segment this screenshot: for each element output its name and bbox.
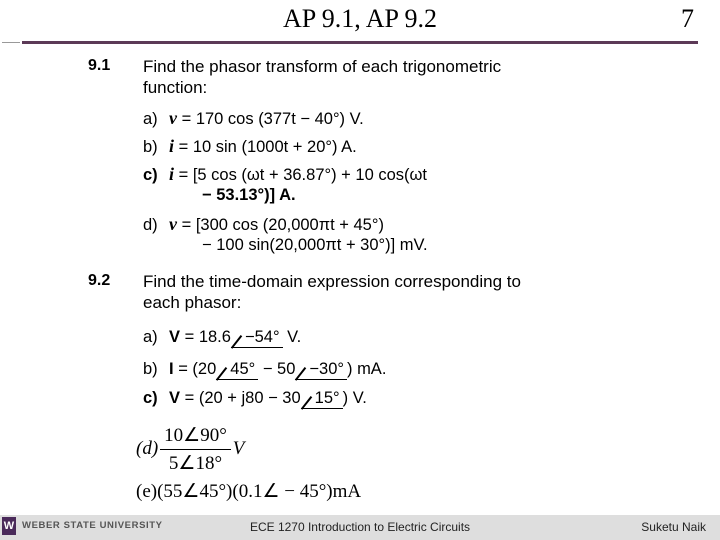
university-name: WEBER STATE UNIVERSITY [22,520,163,531]
problem-9-1-item-c [143,164,427,185]
item-variable: V [169,328,181,346]
angle-symbol [301,389,343,409]
item-expression: = 170 cos (377t − 40°) V. [181,110,364,128]
title-divider-left [2,42,20,43]
item-label: (d) [136,437,159,459]
angle-symbol [216,360,258,380]
item-unit: V [232,437,245,459]
item-variable: i [169,164,175,184]
item-label: a) [143,110,158,128]
problem-9-1-item-b [143,136,357,157]
item-term-1: = (20 [178,360,217,378]
item-term-2: − 50 [262,360,296,378]
item-angle: −54° [244,328,280,346]
item-angle: 15° [314,389,340,407]
item-variable: i [169,136,175,156]
item-magnitude: = 18.6 [184,328,231,346]
item-expression-line1: = [5 cos (ωt + 36.87°) + 10 cos(ωt [178,166,427,184]
item-unit: ) mA. [346,360,387,378]
item-label: b) [143,360,158,378]
angle-symbol [295,360,347,380]
fraction-numerator: 10∠90° [160,424,231,450]
author-name: Suketu Naik [641,520,706,534]
problem-9-1-item-d-continued: − 100 sin(20,000πt + 30°)] mV. [202,236,428,254]
problem-9-2-number: 9.2 [88,272,111,289]
fraction-denominator: 5∠18° [168,453,223,474]
title-divider [22,41,698,44]
slide-title: AP 9.1, AP 9.2 [282,4,438,33]
problem-9-2-item-c [143,389,367,409]
problem-9-2-prompt: Find the time-domain expression corresponding to each phasor: [143,272,521,312]
footer-bar [0,515,720,540]
item-label: a) [143,328,158,346]
problem-9-1-prompt: Find the phasor transform of each trigonometric function: [143,57,502,97]
angle-symbol [231,328,283,348]
problem-9-1-number: 9.1 [88,57,111,74]
course-name: ECE 1270 Introduction to Electric Circuits [249,520,471,534]
item-unit: V. [287,328,302,346]
problem-9-1-item-c-continued: − 53.13°)] A. [202,186,296,204]
problem-9-1-item-d [143,214,384,235]
problem-9-1-item-a [143,108,364,129]
item-variable: V [169,389,181,407]
item-variable: I [169,360,174,378]
item-expression-line1: = [300 cos (20,000πt + 45°) [181,216,384,234]
problem-9-2-item-e: (e)(55∠45°)(0.1∠ − 45°)mA [136,481,362,502]
item-variable: v [169,108,177,128]
item-label: c) [143,389,158,407]
item-variable: v [169,214,177,234]
item-expression: = 10 sin (1000t + 20°) A. [178,138,357,156]
item-unit: ) V. [342,389,367,407]
problem-9-2-item-b [143,360,386,380]
item-label: b) [143,138,158,156]
problem-9-2-item-a [143,328,301,348]
weber-state-logo-icon: W [2,517,16,535]
slide-number: 7 [681,4,694,33]
item-label: c) [143,166,158,184]
fraction [160,424,231,475]
item-expression: = (20 + j80 − 30 [184,389,301,407]
item-angle-2: −30° [309,360,344,378]
problem-9-2-item-d [136,424,244,475]
item-label: d) [143,216,158,234]
item-angle-1: 45° [230,360,256,378]
